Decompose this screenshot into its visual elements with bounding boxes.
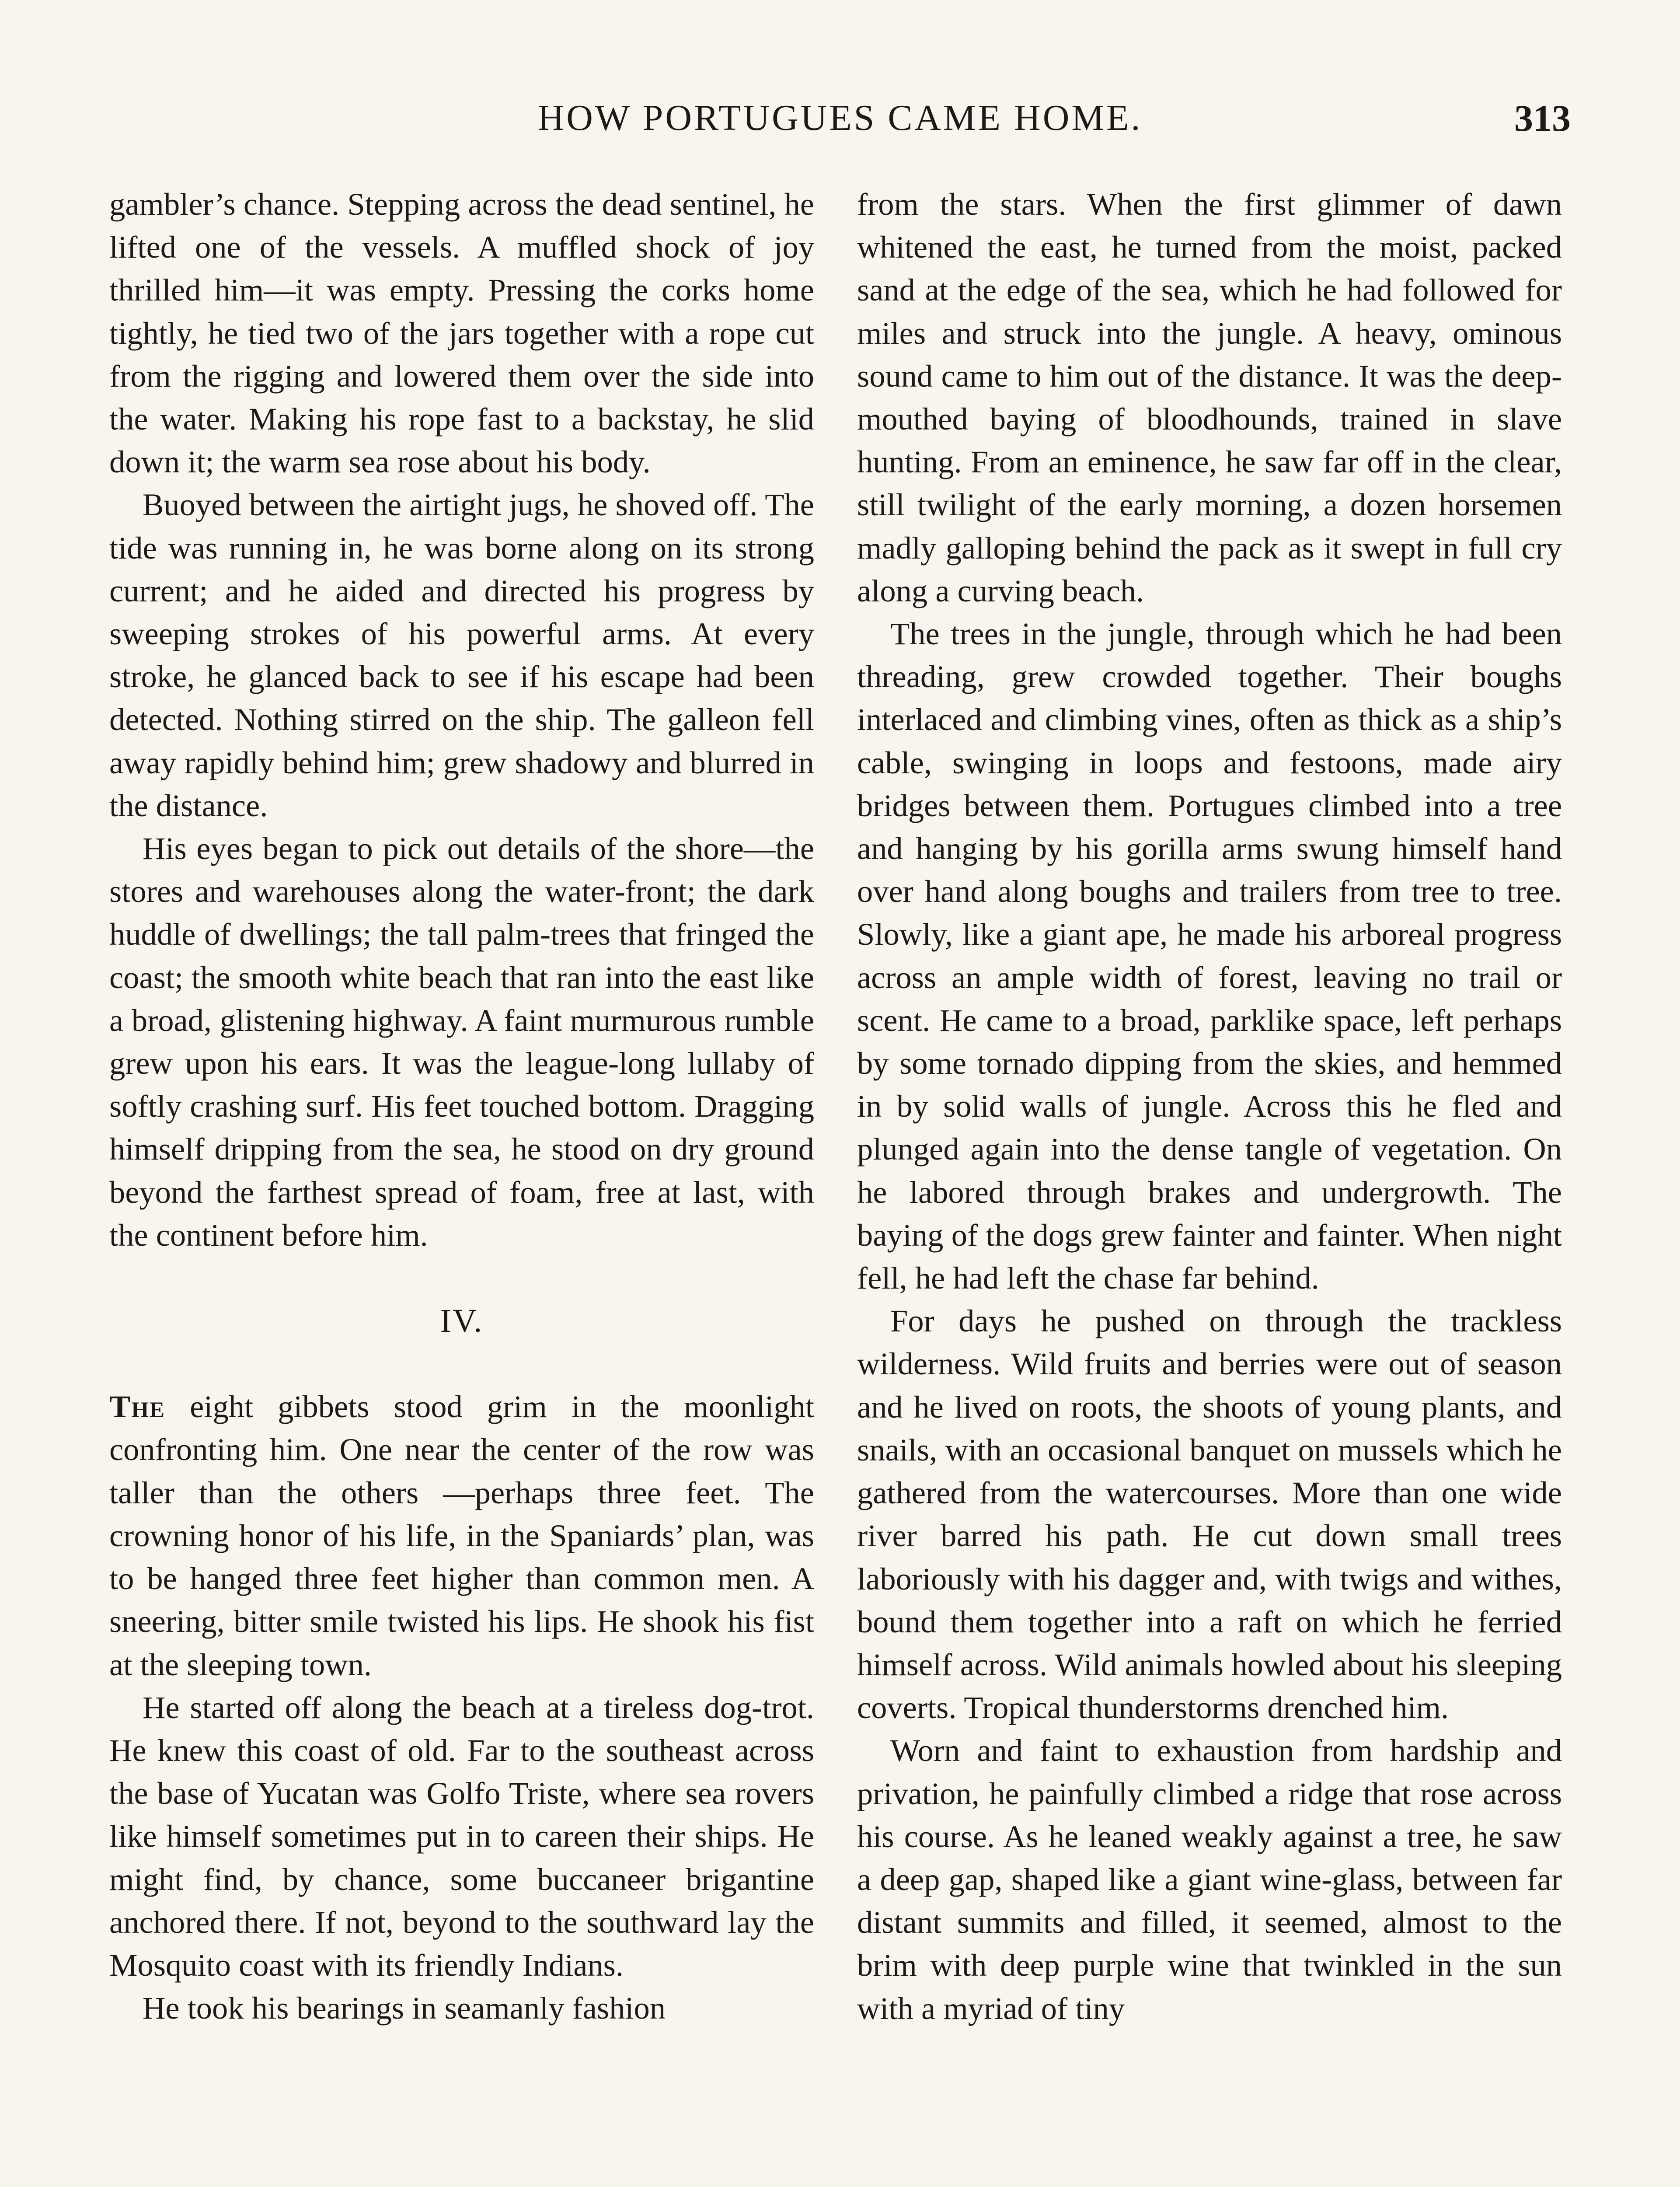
left-column: [109, 183, 814, 2030]
lead-word: The: [109, 1389, 166, 1425]
paragraph: gambler’s chance. Stepping across the dead sentinel, he lifted one of the vessels. A muffled shock of joy thrilled him—it was empty. Pressing the corks home tightly, he tied two of the jars together with a rope cut from the rigging and lowered them over the side into the water. Making his rope fast to a backstay, he slid down it; the warm sea rose about his body.: [109, 186, 814, 480]
running-head: [109, 90, 1571, 147]
paragraph: For days he pushed on through the trackless wilderness. Wild fruits and berries were out of season and he lived on roots, the shoots of young plants, and snails, with an occasional banquet on mussels which he gathered from the watercourses. More than one wide river barred his path. He cut down small trees laboriously with his dagger and, with twigs and withes, bound them together into a raft on which he ferried himself across. Wild animals howled about his sleeping coverts. Tropical thunderstorms drenched him.: [857, 1303, 1562, 1726]
paragraph: He took his bearings in seamanly fashion: [143, 1990, 666, 2026]
paragraph: The trees in the jungle, through which he had been threading, grew crowded together. Their boughs interlaced and climbing vines, often as thick as a ship’s cable, swinging in loops and festoons, made airy bridges between them. Portugues climbed into a tree and hanging by his gorilla arms swung himself hand over hand along boughs and trailers from tree to tree. Slowly, like a giant ape, he made his arboreal progress across an ample width of forest, leaving no trail or scent. He came to a broad, parklike space, left perhaps by some tornado dipping from the skies, and hemmed in by solid walls of jungle. Across this he fled and plunged again into the dense tangle of vegetation. On he labored through brakes and undergrowth. The baying of the dogs grew fainter and fainter. When night fell, he had left the chase far behind.: [857, 616, 1562, 1296]
paragraph: Buoyed between the airtight jugs, he shoved off. The tide was running in, he was borne along on its strong current; and he aided and directed his progress by sweeping strokes of his powerful arms. At every stroke, he glanced back to see if his escape had been detected. Nothing stirred on the ship. The galleon fell away rapidly behind him; grew shadowy and blurred in the distance.: [109, 487, 814, 823]
paragraph: Worn and faint to exhaustion from hardship and privation, he painfully climbed a ridge that rose across his course. As he leaned weakly against a tree, he saw a deep gap, shaped like a giant wine-glass, between far distant summits and filled, it seemed, almost to the brim with deep purple wine that twinkled in the sun with a myriad of tiny: [857, 1733, 1562, 2026]
paragraph-text: eight gibbets stood grim in the moonlight confronting him. One near the center of the row was taller than the others —perhaps three feet. The crowning honor of his life, in the Spaniards’ plan, was to be hanged three feet higher than common men. A sneering, bitter smile twisted his lips. He shook his fist at the sleeping town.: [109, 1389, 814, 1682]
section-heading: IV.: [440, 1303, 484, 1340]
paragraph: from the stars. When the first glimmer of dawn whitened the east, he turned from the moist, packed sand at the edge of the sea, which he had followed for miles and struck into the jungle. A heavy, ominous sound came to him out of the distance. It was the deep-mouthed baying of bloodhounds, trained in slave hunting. From an eminence, he saw far off in the clear, still twilight of the early morning, a dozen horsemen madly galloping behind the pack as it swept in full cry along a curving beach.: [857, 186, 1562, 608]
paragraph: His eyes began to pick out details of the shore—the stores and warehouses along the water-front; the dark huddle of dwellings; the tall palm-trees that fringed the coast; the smooth white beach that ran into the east like a broad, glistening highway. A faint murmurous rumble grew upon his ears. It was the league-long lullaby of softly crashing surf. His feet touched bottom. Dragging himself dripping from the sea, he stood on dry ground beyond the farthest spread of foam, free at last, with the continent before him.: [109, 831, 814, 1253]
page-number: 313: [1514, 97, 1571, 139]
running-title: HOW PORTUGUES CAME HOME.: [537, 98, 1143, 138]
paragraph: [109, 1385, 814, 1686]
paragraph: He started off along the beach at a tireless dog-trot. He knew this coast of old. Far to the southeast across the base of Yucatan was Golfo Triste, where sea rovers like himself sometimes put in to careen their ships. He might find, by chance, some buccaneer brigantine anchored there. If not, beyond to the southward lay the Mosquito coast with its friendly Indians.: [109, 1689, 814, 1983]
right-column: [857, 183, 1562, 2030]
